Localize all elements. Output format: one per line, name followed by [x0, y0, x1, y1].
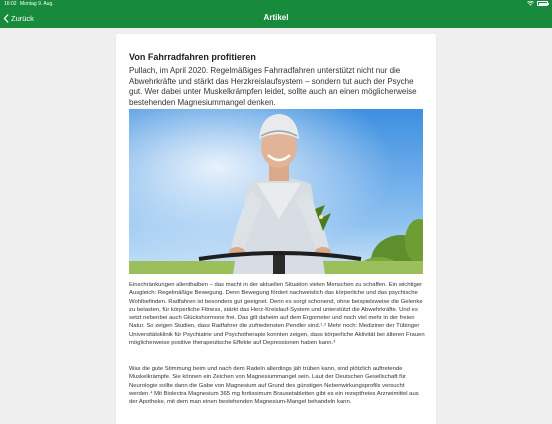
- battery-fill: [539, 3, 547, 6]
- article-paragraph-1: Einschränkungen allenthalben – das macht in der aktuellen Situation vielen Menschen zu schaffen. Ein wichtiger Ausgleich: Regelmäßige Bewegung. Denn Bewegung fördert nachweislich das körperliche und das psychische Wohlbefinden. Radfahren ist besonders gut geeignet. Denn es sorgt schonend, ohne beispielsweise die Gelenke zu belasten, für körperliche Fitness, stärkt das Herz-Kreislauf-System und unterstützt die Abwehrkräfte. Und es setzt nebenbei auch Glückshormone frei. Das gilt daheim auf dem Ergometer und noch viel mehr in der freien Natur. So zeigen Studien, dass Radfahrer die zufriedensten Pendler sind.¹˒² Mehr noch: Mediziner der Tübinger Universitätsklinik für Psychiatrie und Psychotherapie konnten zeigen, dass körperliche Aktivität bei älteren Frauen möglicherweise positive therapeutische Effekte auf Depressionen haben kann.³: [129, 282, 425, 347]
- status-time: 16:02: [4, 1, 17, 7]
- battery-icon: [537, 1, 548, 6]
- wifi-icon: [527, 1, 534, 6]
- article-card: [116, 34, 436, 424]
- back-button-label: Zurück: [11, 13, 34, 23]
- status-bar: [0, 0, 552, 8]
- cyclist-photo-icon: [129, 109, 423, 274]
- chevron-left-icon: [3, 14, 9, 23]
- status-date: Montag 9. Aug.: [20, 1, 54, 7]
- article-lead: Pullach, im April 2020. Regelmäßiges Fahrradfahren unterstützt nicht nur die Abwehrkräfte und stärkt das Herzkreislaufsystem – sondern tut auch der Psyche gut. Wer dabei unter Muskelkrämpfen leidet, sollte auch an einen möglicherweise bestehenden Magnesiummangel denken.: [129, 66, 417, 107]
- page-title: Artikel: [263, 13, 289, 22]
- navigation-bar: [0, 8, 552, 28]
- status-indicators: [527, 0, 548, 6]
- back-button[interactable]: [3, 8, 34, 28]
- cyclist-photo: [129, 109, 423, 274]
- article-paragraph-2: Was die gute Stimmung beim und nach dem Radeln allerdings jäh trüben kann, sind plötzlich auftretende Muskelkrämpfe. Sie können ein Zeichen von Magnesiummangel sein. Laut der Deutschen Gesellschaft für Neurologie sollte dann die Gabe von Magnesium auf Grund des günstigen Nebenwirkungsprofils versucht werden.⁴ Mit Biolectra Magnesium 365 mg fortissimum Brausetabletten gibt es ein rezeptfreies Arzneimittel aus der Apotheke, mit dem man einen bestehenden Magnesium-Mangel behandeln kann.: [129, 366, 419, 406]
- article-title: Von Fahrradfahren profitieren: [129, 52, 256, 62]
